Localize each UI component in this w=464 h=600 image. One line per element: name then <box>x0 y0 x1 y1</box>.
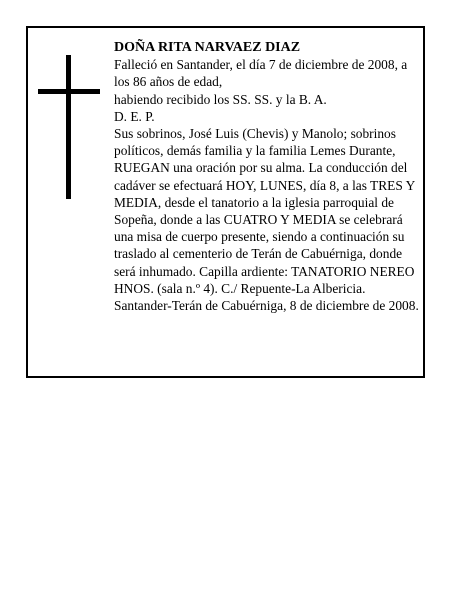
cross-vertical-bar <box>66 55 71 199</box>
cross-horizontal-bar <box>38 89 100 94</box>
deceased-name: DOÑA RITA NARVAEZ DIAZ <box>114 40 301 55</box>
obituary-text <box>114 39 420 314</box>
dep-line: D. E. P. <box>114 108 155 124</box>
death-line: Falleció en Santander, el día 7 de diciembre de 2008, a los 86 años de edad, <box>114 57 408 90</box>
sacraments-line: habiendo recibido los SS. SS. y la B. A. <box>114 91 327 107</box>
obituary-notice <box>26 26 425 378</box>
notice-body: Sus sobrinos, José Luis (Chevis) y Manolo; sobrinos políticos, demás familia y la familia Lemes Durante, RUEGAN una oración por su alma. La conducción del cadáver se efectuará HOY, LUNES, día 8, a las TRES Y MEDIA, desde el tanatorio a la iglesia parroquial de Sopeña, donde a las CUATRO Y MEDIA se celebrará una misa de cuerpo presente, siendo a continuación su traslado al cementerio de Terán de Cabuérniga, donde será inhumado. Capilla ardiente: TANATORIO NEREO HNOS. (sala n.º 4). C./ Repuente-La Albericia. <box>114 126 415 296</box>
cross-icon <box>38 55 100 199</box>
place-date-line: Santander-Terán de Cabuérniga, 8 de diciembre de 2008. <box>114 298 419 314</box>
